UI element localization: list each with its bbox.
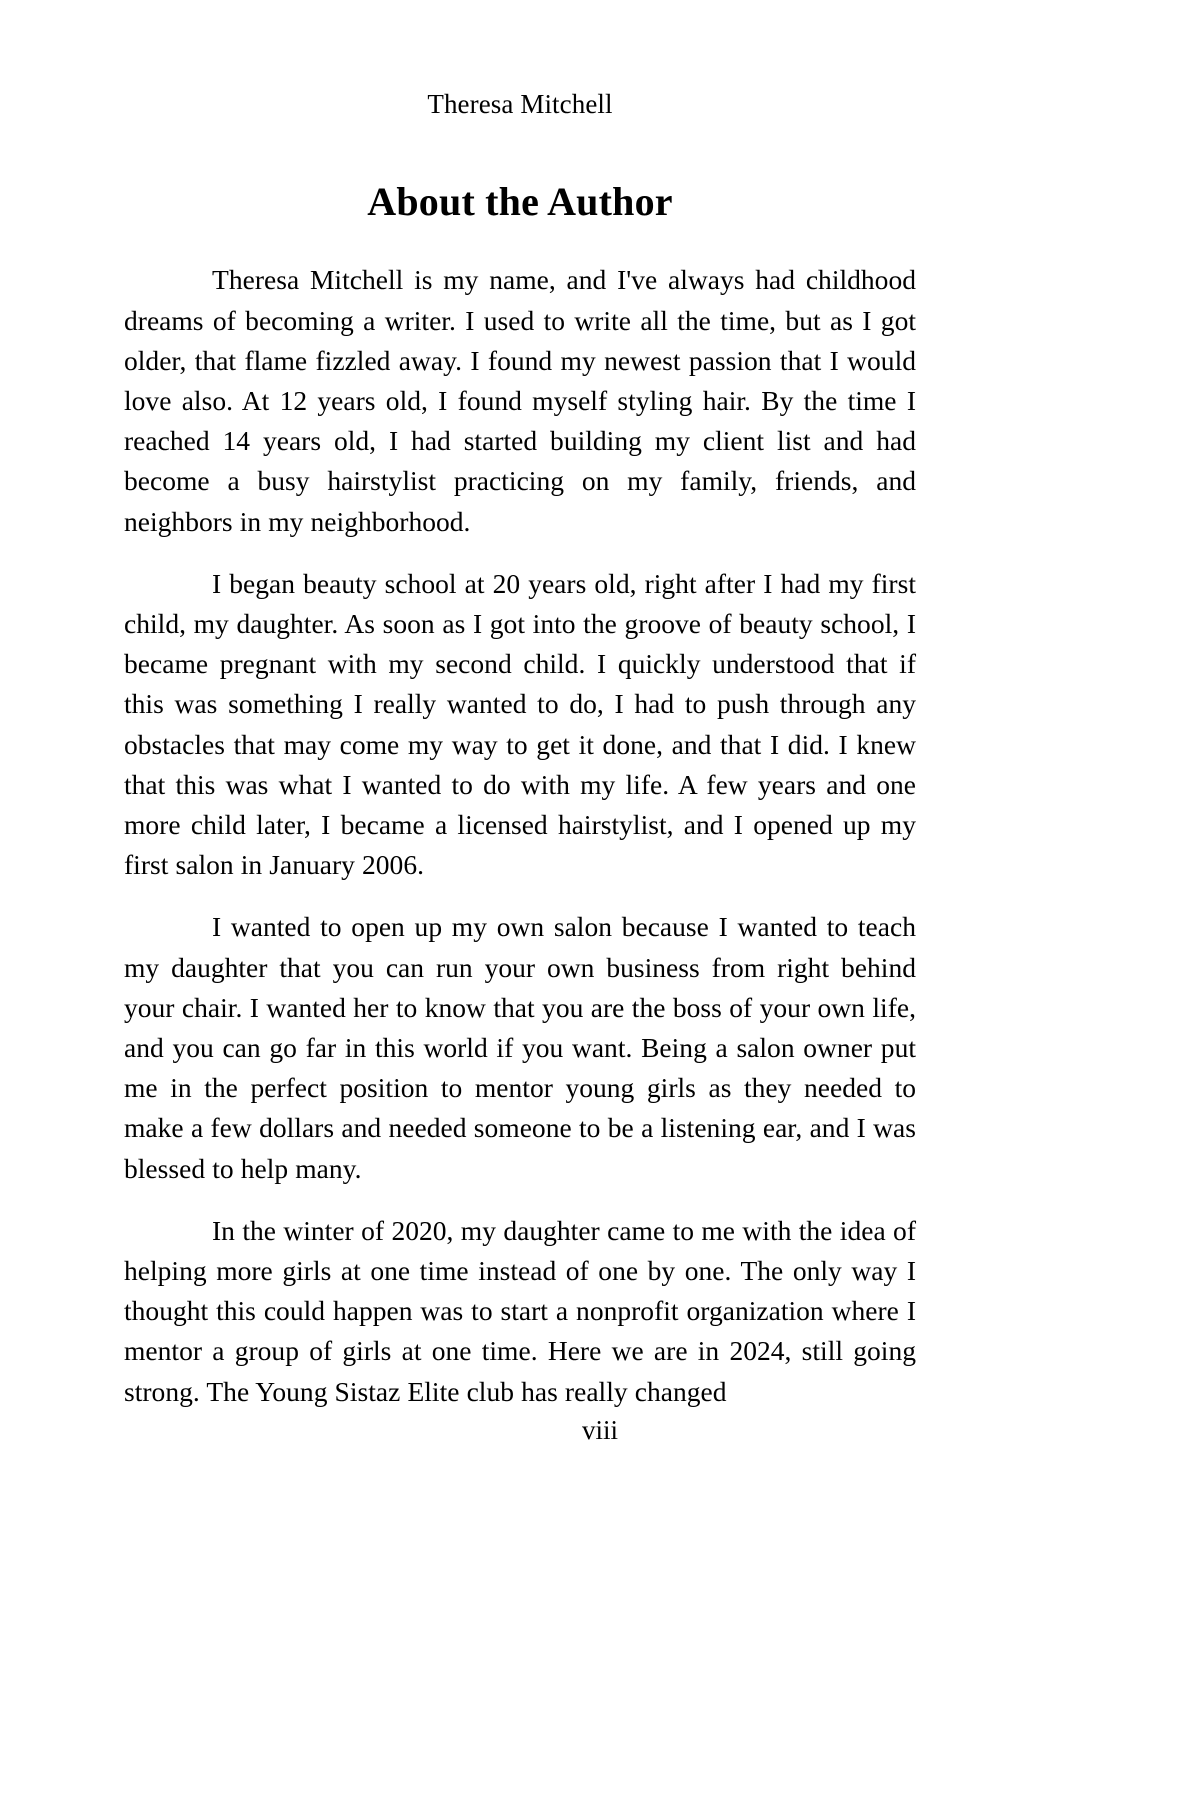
- paragraph: In the winter of 2020, my daughter came to me with the idea of helping more girls at one time instead of one by one. The only way I thought this could happen was to start a nonprofit organization where I mentor a group of girls at one time. Here we are in 2024, still going strong. The Young Sistaz Elite club has really changed: [124, 1214, 916, 1407]
- running-header: Theresa Mitchell: [427, 89, 613, 119]
- body-text: [124, 260, 916, 1411]
- page-content-column: [124, 0, 916, 1412]
- chapter-title: About the Author: [367, 179, 673, 225]
- paragraph: I wanted to open up my own salon because I wanted to teach my daughter that you can run your own business from right behind your chair. I wanted her to know that you are the boss of your own life, and you can go far in this world if you want. Being a salon owner put me in the perfect position to mentor young girls as they needed to make a few dollars and needed someone to be a listening ear, and I was blessed to help many.: [124, 911, 916, 1184]
- page-number: viii: [581, 1415, 618, 1445]
- paragraph: I began beauty school at 20 years old, right after I had my first child, my daughter. As soon as I got into the groove of beauty school, I became pregnant with my second child. I quickly understood that if this was something I really wanted to do, I had to push through any obstacles that may come my way to get it done, and that I did. I knew that this was what I wanted to do with my life. A few years and one more child later, I became a licensed hairstylist, and I opened up my first salon in January 2006.: [124, 567, 916, 881]
- paragraph: Theresa Mitchell is my name, and I've always had childhood dreams of becoming a writer. I used to write all the time, but as I got older, that flame fizzled away. I found my newest passion that I would love also. At 12 years old, I found myself styling hair. By the time I reached 14 years old, I had started building my client list and had become a busy hairstylist practicing on my family, friends, and neighbors in my neighborhood.: [124, 264, 916, 537]
